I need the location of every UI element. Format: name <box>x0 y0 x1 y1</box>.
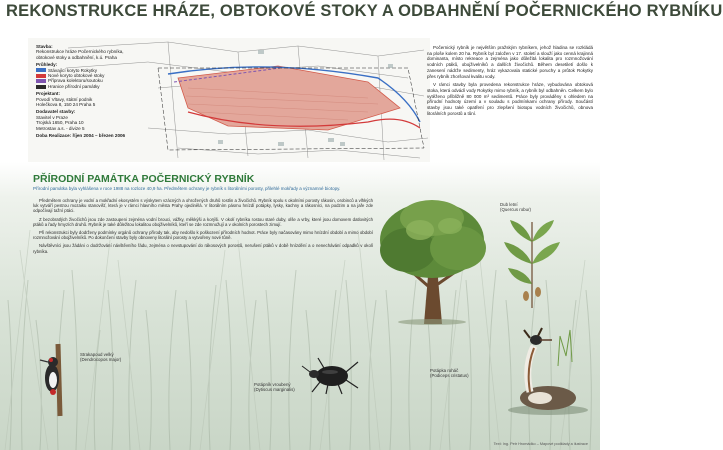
legend-dodavatel-line: Trojská 1650, Praha 10 <box>36 120 84 126</box>
legend-doba-realizace: Doba Realizace: říjen 2004 – březen 2006 <box>36 133 126 139</box>
woodpecker-illustration <box>36 344 76 416</box>
legend-swatch <box>36 79 46 83</box>
section-paragraph: Předmětem ochrany je vodní a mokřadní ekosystém s výskytem vzácných a ohrožených druhů rostlin a živočichů. Rybník spolu s okolními porosty rákosin, orobinců a vlhkých luk vytváří pestrou mozaiku stanovišť, která je v rámci hlavního města Prahy ojedinělá. V litorálním pásmu hnízdí potápky, lysky, kachny a rákosníci, na podzim a na jaře zde odpočívají tažní ptáci. <box>33 198 373 214</box>
legend-swatch <box>36 74 46 78</box>
legend-item-label: Nové koryto obtokové stoky <box>48 73 105 79</box>
beetle-caption <box>254 382 295 392</box>
water-beetle-illustration <box>300 352 362 396</box>
grebe-illustration <box>500 306 590 426</box>
woodpecker-caption <box>80 352 121 362</box>
oak-caption <box>500 202 531 212</box>
legend-item-label: Příprava kolektoru/soutoku <box>48 78 103 84</box>
section-intro: Přírodní památka byla vyhlášena v roce 1988 na rozloze 40,9 ha. Předmětem ochrany je rybník s litorálními porosty, přilehlé mokřady a významné biotopy. <box>33 186 341 191</box>
oak-tree-illustration <box>372 196 492 324</box>
project-description <box>427 45 593 119</box>
legend-item-label: Stávající koryto Rokytky <box>48 67 98 73</box>
section-paragraph: Návštěvníci jsou žádáni o dodržování návštěvního řádu, zejména o nevstupování do rákosových porostů, nerušení ptáků v době hnízdění a o nenechávání odpadků v okolí rybníka. <box>33 243 373 254</box>
grebe-caption-latin: (Podiceps cristatus) <box>430 373 469 379</box>
oak-caption-latin: (Quercus robur) <box>500 207 531 213</box>
legend-pruhledy-heading: Průhledy: <box>36 62 58 68</box>
legend-projektant-line: Povodí Vltavy, státní podnik <box>36 96 93 102</box>
section-paragraph: Při rekonstrukci byly dodrženy podmínky orgánů ochrany přírody tak, aby nedošlo k poškození přírodních hodnot. Práce byly načasovány mimo hnízdní období a mimo období rozmnožování obojživelníků. Po dokončení stavby byly obnoveny litorální porosty a vytvořeny nové tůně. <box>33 230 373 241</box>
grebe-caption-name: Potápka roháč <box>430 368 459 373</box>
poster-footer: Text: Ing. Petr Hromádko – Mapové podklady a ilustrace <box>493 442 588 446</box>
poster-title: REKONSTRUKCE HRÁZE, OBTOKOVÉ STOKY A ODBAHNĚNÍ POČERNICKÉHO RYBNÍKU <box>6 2 723 20</box>
section-text <box>33 198 373 257</box>
section-paragraph: Z bezobratlých živočichů jsou zde zastoupeni zejména vodní brouci, vážky, měkkýši a korýši. V okolí rybníka rostou staré duby, olše a vrby, které jsou domovem datlovitých ptáků a řady hmyzích druhů. Rybník je také důležitou lokalitou obojživelníků, kteří se zde rozmnožují a v okolních porostech zimují. <box>33 216 373 227</box>
legend-dodavatel-heading: Dodavatel stavby: <box>36 109 76 115</box>
grebe-caption <box>430 368 469 378</box>
legend-stavba-line: Rekonstrukce hráze Počernického rybníka, <box>36 49 124 55</box>
legend-dodavatel-line: Stavitel v Praze <box>36 114 68 120</box>
legend-projektant-line: Holečkova 8, 150 24 Praha 5 <box>36 102 96 108</box>
legend-dodavatel-line: Metrostav a.s. - divize 5 <box>36 125 85 131</box>
woodpecker-caption-latin: (Dendrocopos major) <box>80 357 122 363</box>
legend-stavba-heading: Stavba: <box>36 44 53 49</box>
legend-swatch <box>36 68 46 72</box>
woodpecker-caption-name: Strakapoud velký <box>80 352 114 357</box>
legend-stavba-line: obtokové stoky a odbahnění, k.ú. Praha <box>36 54 117 60</box>
legend-item-label: Hranice přírodní památky <box>48 83 100 89</box>
section-title: PŘÍRODNÍ PAMÁTKA POČERNICKÝ RYBNÍK <box>33 173 255 185</box>
beetle-caption-latin: (Dytiscus marginalis) <box>254 387 295 393</box>
legend-item <box>36 84 160 89</box>
oak-branch-illustration <box>492 212 572 308</box>
legend-swatch <box>36 85 46 89</box>
project-paragraph: V rámci stavby byla provedena rekonstrukce hráze, vybudována obtoková stoka, která odvádí vody Rokytky mimo rybník, a rybník byl odbahněn. Celkem bylo vytěženo přibližně 80 000 m³ sedimentů. Práce byly prováděny s ohledem na přírodní hodnoty území a v souladu s podmínkami ochrany přírody. Součástí stavby jsou také opatření pro zlepšení biotopu vodních živočichů, obnova litorálních porostů a tůní. <box>427 82 593 116</box>
oak-caption-name: Dub letní <box>500 202 518 207</box>
project-paragraph: Počernický rybník je největším pražským rybníkem, jehož hladina se rozkládá na ploše kolem 20 ha. Rybník byl založen v 17. století a slouží jako cenná krajinná dominanta, místo rekreace a zejména jako důležitá lokalita pro rozmnožování vodních ptáků, obojživelníků a dalších živočichů. Během desetiletí došlo k zanesení nádrže sedimenty, hráz vykazovala statické poruchy a průtok Rokytky přes rybník zhoršoval kvalitu vody. <box>427 45 593 79</box>
beetle-caption-name: Potápník vroubený <box>254 382 291 387</box>
map-legend <box>36 42 160 172</box>
legend-projektant-heading: Projektant: <box>36 91 60 97</box>
